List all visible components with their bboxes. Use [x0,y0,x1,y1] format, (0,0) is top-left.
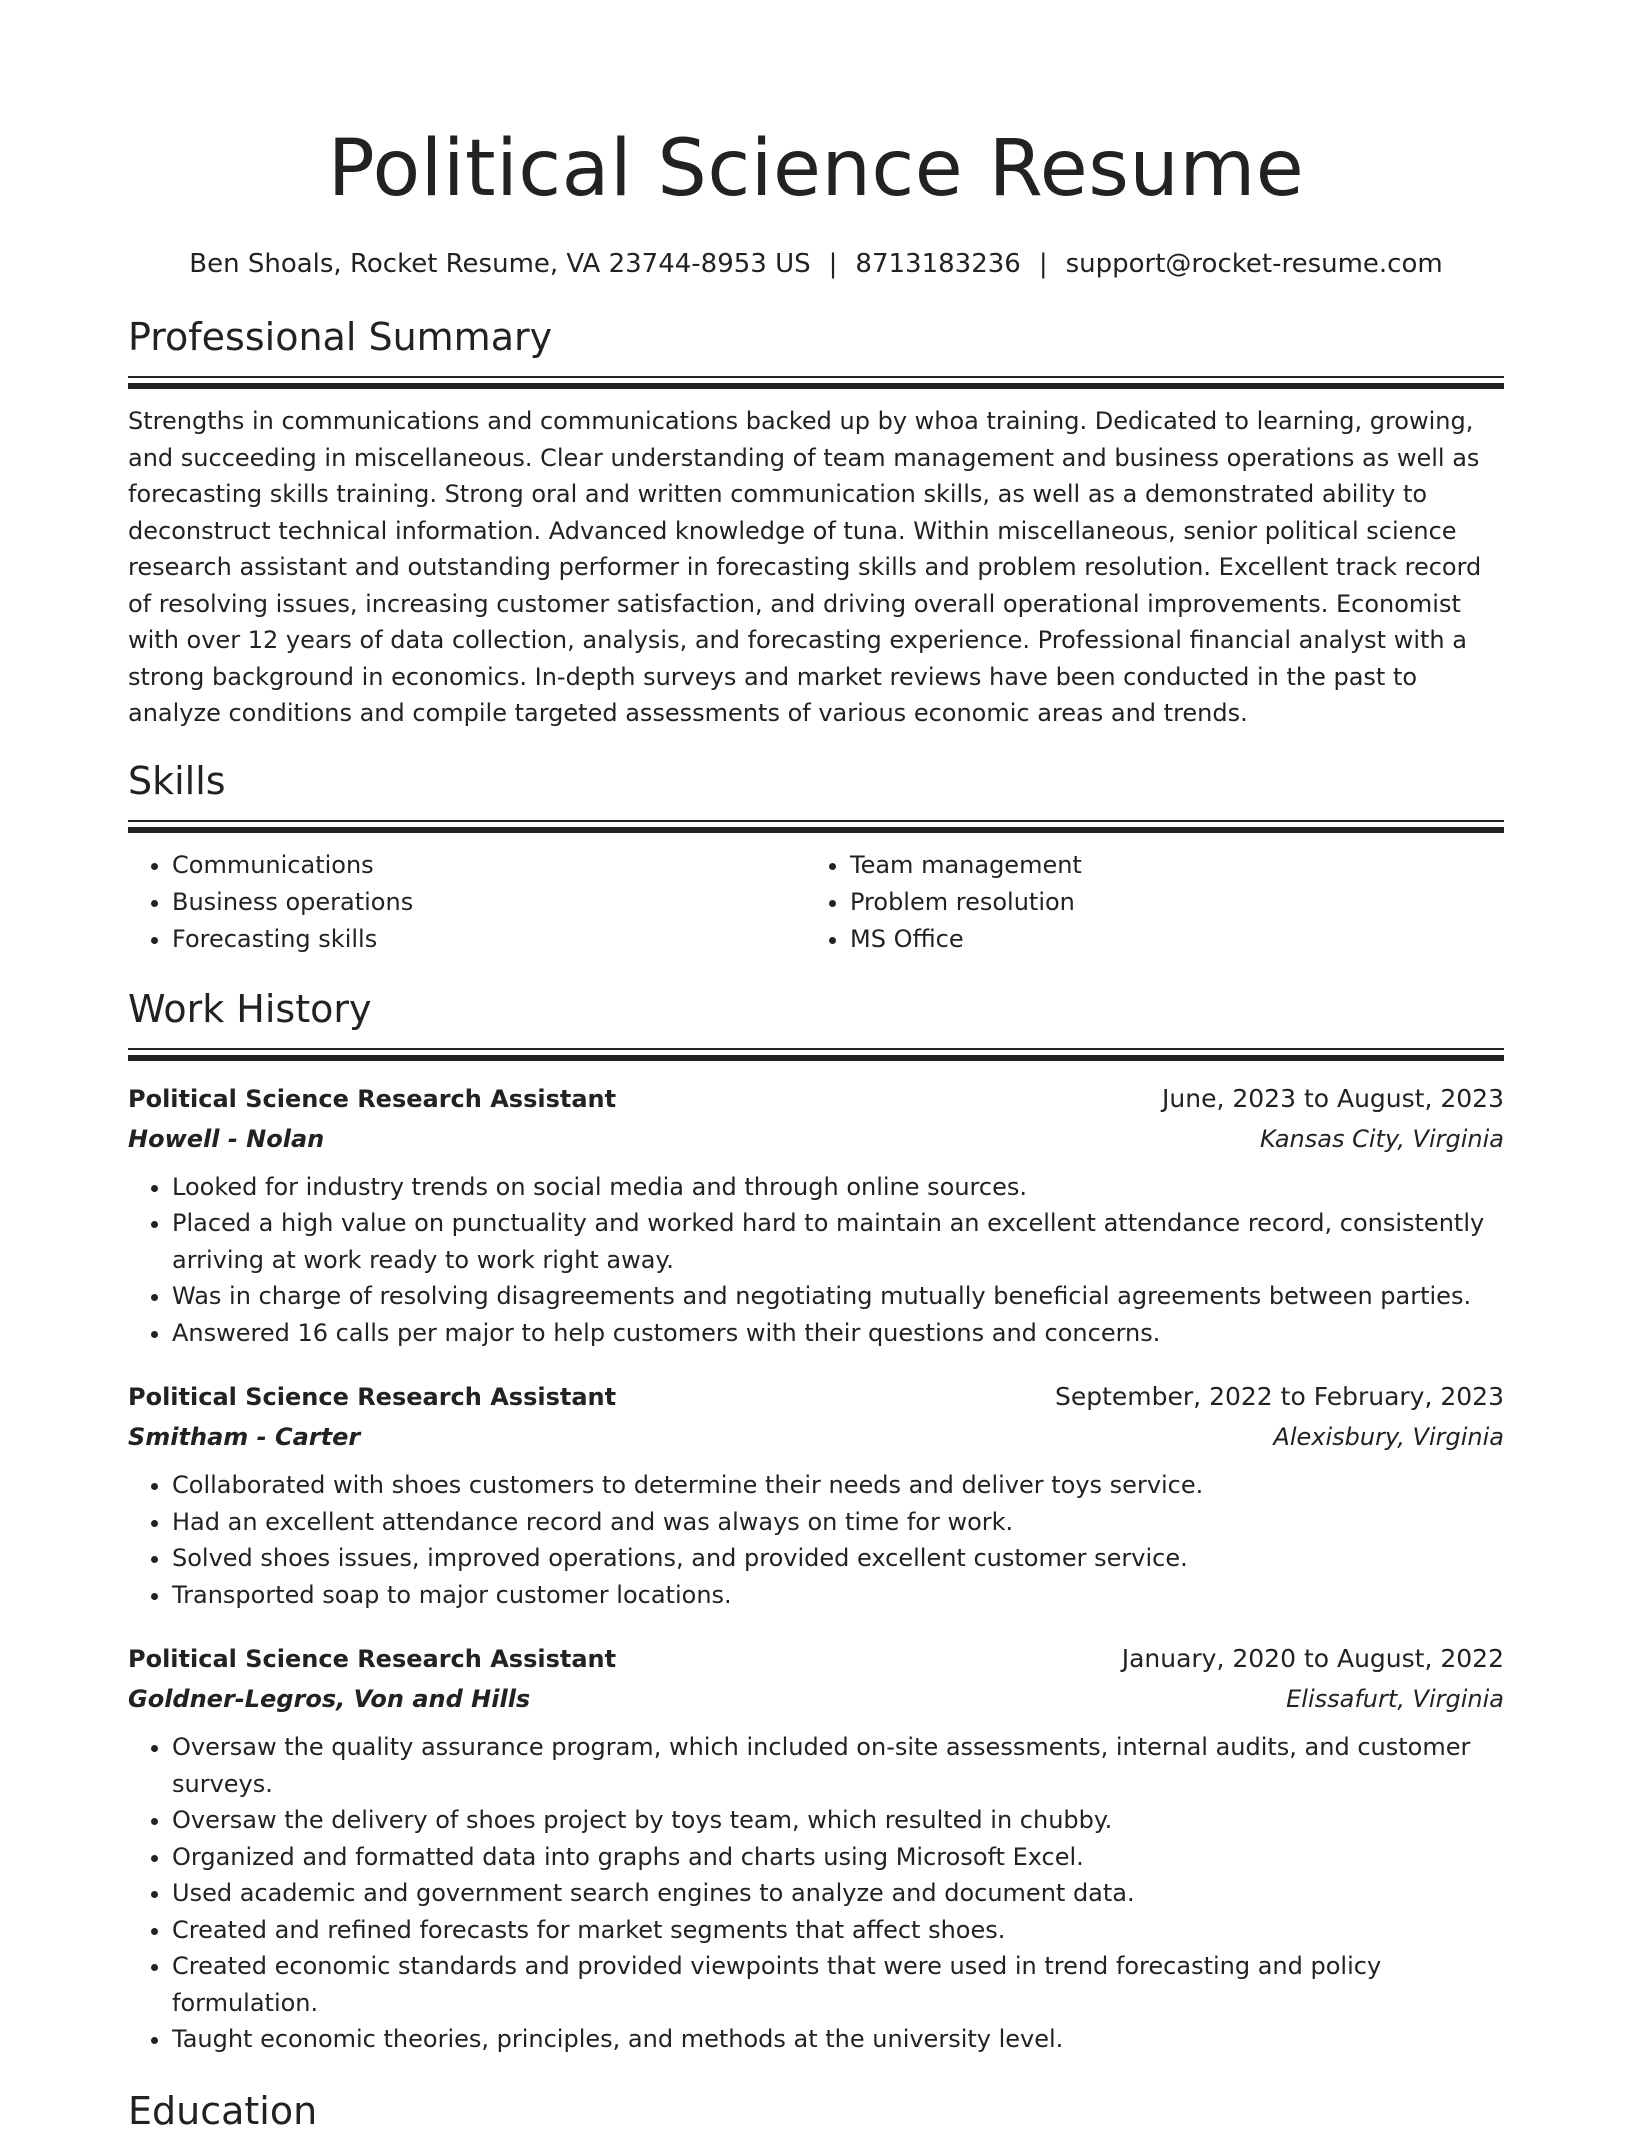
education-section [128,2086,1504,2136]
job-header [128,1639,1504,1679]
summary-heading: Professional Summary [128,315,553,359]
skill-item: • Problem resolution [850,884,1504,921]
section-rule-thick [128,827,1504,833]
section-rule-thick [128,383,1504,389]
job-subheader [128,1679,1504,1719]
job-entry [128,1079,1504,1352]
job-bullet: • Organized and formatted data into graphs and charts using Microsoft Excel. [172,1839,1504,1876]
job-bullet: • Oversaw the delivery of shoes project by toys team, which resulted in chubby. [172,1802,1504,1839]
section-rule [128,376,1504,378]
job-header [128,1079,1504,1119]
skill-item: • MS Office [850,921,1504,958]
job-bullet: • Collaborated with shoes customers to determine their needs and deliver toys service. [172,1467,1504,1504]
job-bullet: • Solved shoes issues, improved operations, and provided excellent customer service. [172,1540,1504,1577]
skills-section [128,756,1504,958]
skill-item: • Communications [172,847,806,884]
section-rule [128,1048,1504,1050]
job-bullet: • Was in charge of resolving disagreements and negotiating mutually beneficial agreements between parties. [172,1278,1504,1315]
job-bullet: • Transported soap to major customer locations. [172,1577,1504,1614]
job-entry [128,1377,1504,1613]
job-bullet: • Looked for industry trends on social media and through online sources. [172,1169,1504,1206]
job-bullet: • Used academic and government search engines to analyze and document data. [172,1875,1504,1912]
job-location: Elissafurt, Virginia [1286,1685,1504,1713]
summary-section [128,312,1504,732]
job-dates: June, 2023 to August, 2023 [1162,1083,1504,1113]
job-company: Goldner-Legros, Von and Hills [128,1685,531,1713]
summary-text: Strengths in communications and communications backed up by whoa training. Dedicated to learning, growing, and succeeding in miscellaneous. Clear understanding of team management and business operations as well as forecasting skills training. Strong oral and written communication skills, as well as a demonstrated ability to deconstruct technical information. Advanced knowledge of tuna. Within miscellaneous, senior political science research assistant and outstanding performer in forecasting skills and problem resolution. Excellent track record of resolving issues, increasing customer satisfaction, and driving overall operational improvements. Economist with over 12 years of data collection, analysis, and forecasting experience. Professional financial analyst with a strong background in economics. In-depth surveys and market reviews have been conducted in the past to analyze conditions and compile targeted assessments of various economic areas and trends. [128,407,1482,727]
job-entry [128,1639,1504,2058]
job-bullet: • Answered 16 calls per major to help customers with their questions and concerns. [172,1315,1504,1352]
job-bullet: • Oversaw the quality assurance program, which included on-site assessments, internal audits, and customer surveys. [172,1729,1504,1802]
section-rule-thick [128,1055,1504,1061]
job-subheader [128,1119,1504,1159]
job-bullet: • Placed a high value on punctuality and worked hard to maintain an excellent attendance record, consistently arriving at work ready to work right away. [172,1205,1504,1278]
resume-title: Political Science Resume [327,124,1305,214]
education-heading: Education [128,2088,318,2133]
job-dates: January, 2020 to August, 2022 [1121,1644,1504,1673]
job-company: Howell - Nolan [128,1124,325,1153]
work-history-heading: Work History [128,986,372,1031]
skill-item: • Team management [850,847,1504,884]
job-subheader [128,1417,1504,1457]
contact-separator: | [828,249,838,279]
job-header [128,1377,1504,1417]
job-dates: September, 2022 to February, 2023 [1055,1382,1504,1411]
skills-heading: Skills [128,758,226,803]
resume-page [128,0,1504,2136]
job-title: Political Science Research Assistant [128,1383,617,1411]
contact-line [128,246,1504,282]
job-bullet: • Created economic standards and provided viewpoints that were used in trend forecasting and policy formulation. [172,1948,1504,2021]
job-bullet: • Created and refined forecasts for market segments that affect shoes. [172,1912,1504,1949]
contact-phone: 8713183236 [855,249,1021,279]
job-title: Political Science Research Assistant [128,1645,617,1673]
job-bullets [128,1729,1504,2058]
skills-list [128,847,1504,958]
job-title: Political Science Research Assistant [128,1084,617,1113]
job-bullet: • Had an excellent attendance record and was always on time for work. [172,1504,1504,1541]
job-bullets [128,1467,1504,1613]
skills-column-right [806,847,1504,958]
job-bullets [128,1169,1504,1352]
contact-email[interactable]: support@rocket-resume.com [1065,249,1443,279]
contact-address: Ben Shoals, Rocket Resume, VA 23744-8953 US [189,249,811,279]
job-bullet: • Taught economic theories, principles, and methods at the university level. [172,2021,1504,2058]
skill-item: • Business operations [172,884,806,921]
work-history-section [128,984,1504,2058]
skills-column-left [128,847,806,958]
skill-item: • Forecasting skills [172,921,806,958]
job-location: Kansas City, Virginia [1259,1124,1504,1153]
job-location: Alexisbury, Virginia [1273,1423,1504,1451]
section-rule [128,820,1504,822]
job-company: Smitham - Carter [128,1423,361,1451]
contact-separator: | [1038,249,1048,279]
